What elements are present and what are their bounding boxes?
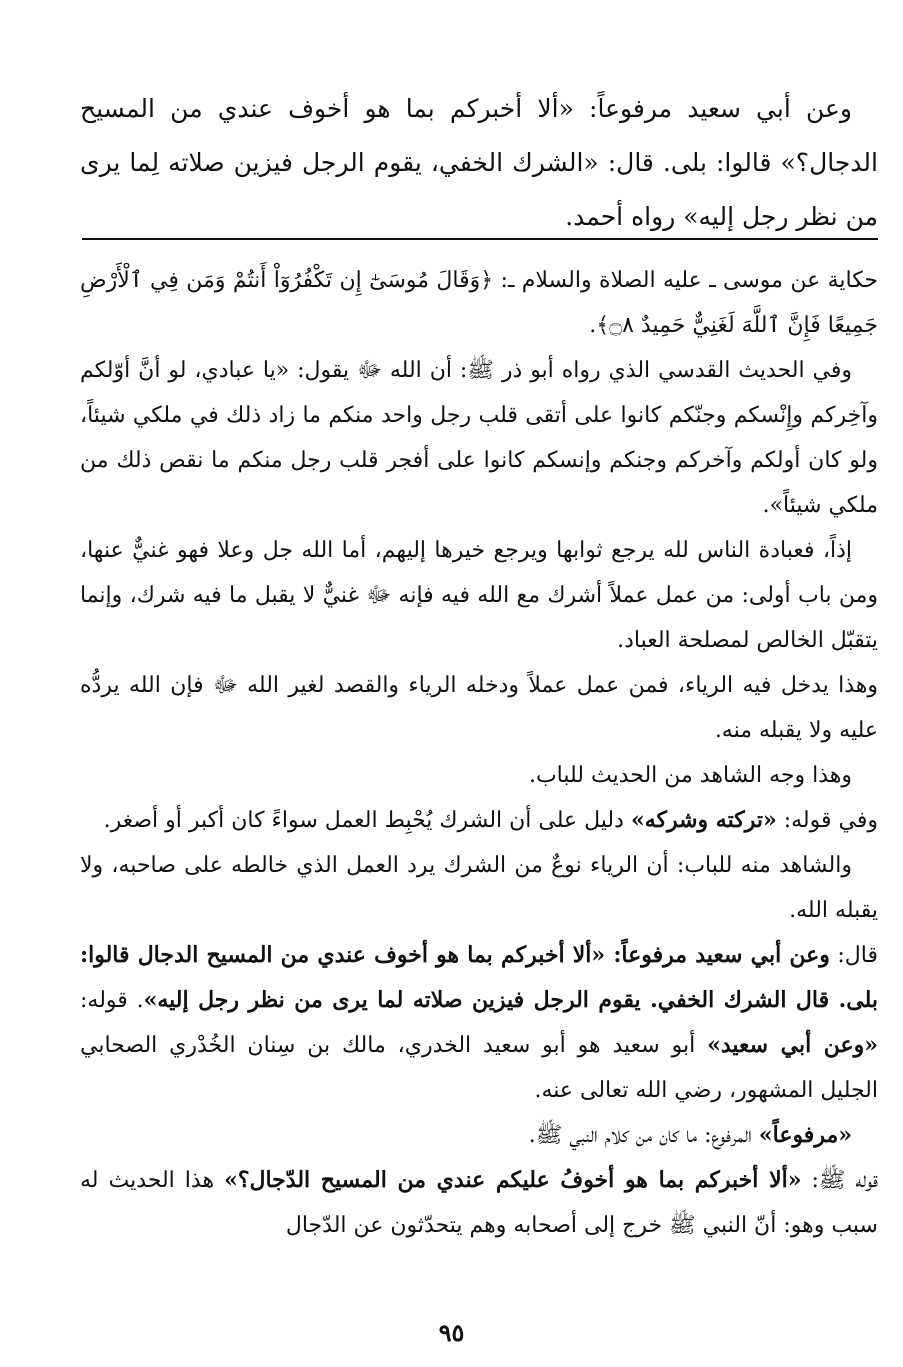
text-segment: قوله ﷺ: <box>801 1168 878 1193</box>
text-segment: قال: <box>829 943 878 968</box>
bold-quote: «ألا أخبركم بما هو أخوفُ عليكم عندي من المسيح الدّجال؟» <box>224 1167 802 1193</box>
hadith-quote: وعن أبي سعيد مرفوعاً: «ألا أخبركم بما هو أخوف عندي من المسيح الدجال؟» قالوا: بلى. قال: «الشرك الخفي، يقوم الرجل فيزين صلاته لِما يرى من نظر رجل إليه» رواه أحمد. <box>80 94 878 231</box>
quran-intro: حكاية عن موسى ـ عليه الصلاة والسلام ـ: <box>493 268 878 293</box>
paragraph-shahid: وهذا وجه الشاهد من الحديث للباب. <box>528 763 852 788</box>
bold-quote: «تركته وشركه» <box>630 807 777 833</box>
text-segment: أبو سعيد هو أبو سعيد الخدري، مالك بن سِنان الخُدْري الصحابي الجليل المشهور، رضي الله تعالى عنه. <box>80 1033 878 1103</box>
paragraph-shahid-bab: والشاهد منه للباب: أن الرياء نوعٌ من الشرك يرد العمل الذي خالطه على صاحبه، ولا يقبله الله. <box>80 853 878 923</box>
paragraph-tarakthu <box>80 798 878 843</box>
hadith-header-block <box>80 82 878 244</box>
paragraph-worship: إذاً، فعبادة الناس لله يرجع ثوابها ويرجع خيرها إليهم، أما الله جل وعلا فهو غنيٌّ عنها، ومن باب أولى: من عمل عملاً أشرك مع الله فيه فإنه ﷻ غنيٌّ لا يقبل ما فيه شرك، وإنما يتقبّل الخالص لمصلحة العباد. <box>80 538 878 653</box>
page-number: ٩٥ <box>438 1318 465 1347</box>
paragraph-sabab <box>80 1158 878 1248</box>
bold-term: «مرفوعاً» <box>758 1122 852 1148</box>
commentary-body <box>80 258 878 1248</box>
bold-quote: «وعن أبي سعيد» <box>707 1032 878 1058</box>
section-divider <box>82 238 878 240</box>
paragraph-riya: وهذا يدخل فيه الرياء، فمن عمل عملاً ودخله الرياء والقصد لغير الله ﷻ فإن الله يردُّه عليه ولا يقبله منه. <box>80 673 878 743</box>
text-segment: دليل على أن الشرك يُحْبِط العمل سواءً كان أكبر أو أصغر. <box>103 808 631 833</box>
text-segment: . قوله: <box>80 988 144 1013</box>
text-segment: هذا الحديث له سبب وهو: أنّ النبي ﷺ خرج إلى أصحابه وهم يتحدّثون عن الدّجال <box>80 1168 878 1238</box>
bold-hadith: وعن أبي سعيد مرفوعاً: «ألا أخبركم بما هو أخوف عندي من المسيح الدجال قالوا: بلى. قال الشرك الخفي. يقوم الرجل فيزين صلاته لما يرى من نظر رجل إليه» <box>80 942 879 1013</box>
paragraph-marfu <box>80 1113 878 1158</box>
quran-end: . <box>589 313 597 338</box>
quran-verse: ﴿وَقَالَ مُوسَىٰٓ إِن تَكْفُرُوٓاْ أَنتُمْ وَمَن فِي ٱلْأَرْضِ جَمِيعًا فَإِنَّ ٱللَّهَ لَغَنِيٌّ حَمِيدٌ ۝٨﴾ <box>80 268 878 338</box>
text-segment: المرفوع: ما كان من كلام النبي ﷺ. <box>528 1123 759 1148</box>
text-segment: وفي قوله: <box>776 808 878 833</box>
paragraph-qudsi-hadith: وفي الحديث القدسي الذي رواه أبو ذر ﷺ: أن الله ﷻ يقول: «يا عبادي، لو أنَّ أوّلكم وآخِركم وإِنْسكم وجنّكم كانوا على أتقى قلب رجل واحد منكم ما زاد ذلك في ملكي شيئاً، ولو كان أولكم وآخركم وجنكم وإنسكم كانوا على أفجر قلب رجل منكم ما نقص ذلك من ملكي شيئاً». <box>80 358 878 518</box>
paragraph-quran-citation <box>80 258 878 348</box>
paragraph-abu-said <box>80 933 878 1113</box>
